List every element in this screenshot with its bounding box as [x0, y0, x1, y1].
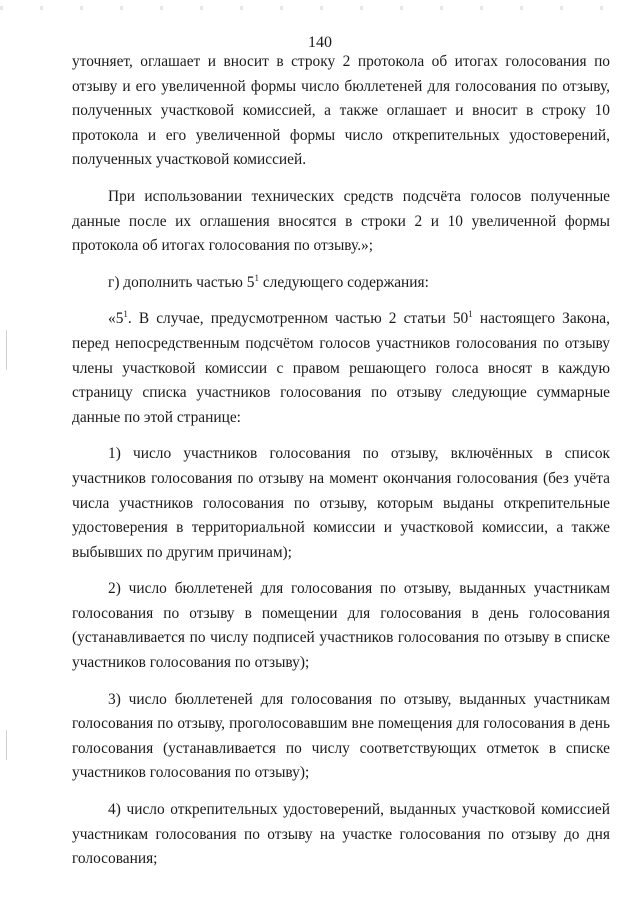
paragraph-1: уточняет, оглашает и вносит в строку 2 протокола об итогах голосования по отзыву и его увеличенной формы число бюллетеней для голосования по отзыву, полученных участковой комиссией, а также оглашает и вносит в строку 10 протокола и его увеличенной формы число открепительных удостоверений, полученных участковой комиссией.	[72, 53, 610, 169]
scan-artifact-left-2	[6, 730, 7, 760]
superscript: 1	[254, 272, 259, 283]
list-item-3: 3) число бюллетеней для голосования по отзыву, выданных участникам голосования по отзыву, проголосовавшим вне помещения для голосования в день голосования (устанавливается по числу соответствующих отметок в списке участников голосования по отзыву);	[72, 690, 610, 782]
list-item-1: 1) число участников голосования по отзыву, включённых в список участников голосования по отзыву на момент окончания голосования (без учёта числа участников голосования по отзыву, которым выданы открепительные удостоверения в территориальной комиссии и участковой комиссии, а также выбывших по другим причинам);	[72, 445, 610, 561]
paragraph-3-text-a: г) дополнить частью 5	[108, 273, 255, 291]
document-body	[72, 50, 610, 884]
paragraph-4	[72, 307, 610, 430]
paragraph-4-text-c: настоящего Закона, перед непосредственным подсчётом голосов участников голосования по отзыву члены участковой комиссии с правом решающего голоса вносят в каждую страницу списка участников голосования по отзыву следующие суммарные данные по этой странице:	[72, 310, 610, 426]
page-number: 140	[308, 34, 332, 51]
superscript: 1	[123, 309, 128, 320]
paragraph-4-text-b: . В случае, предусмотренном частью 2 статьи 50	[127, 310, 469, 328]
paragraph-4-text-a: «5	[108, 310, 124, 328]
paragraph-3-text-b: следующего содержания:	[258, 273, 429, 291]
superscript: 1	[468, 309, 473, 320]
scan-artifact-top	[0, 6, 640, 10]
list-item-4: 4) число открепительных удостоверений, выданных участковой комиссией участникам голосования по отзыву на участке голосования по отзыву до дня голосования;	[72, 801, 610, 868]
list-item-2: 2) число бюллетеней для голосования по отзыву, выданных участникам голосования по отзыву в помещении для голосования в день голосования (устанавливается по числу подписей участников голосования по отзыву в списке участников голосования по отзыву);	[72, 580, 610, 672]
paragraph-2: При использовании технических средств подсчёта голосов полученные данные после их оглашения вносятся в строки 2 и 10 увеличенной формы протокола об итогах голосования по отзыву.»;	[72, 187, 610, 255]
scan-artifact-left-1	[6, 330, 7, 370]
paragraph-3	[72, 271, 610, 296]
